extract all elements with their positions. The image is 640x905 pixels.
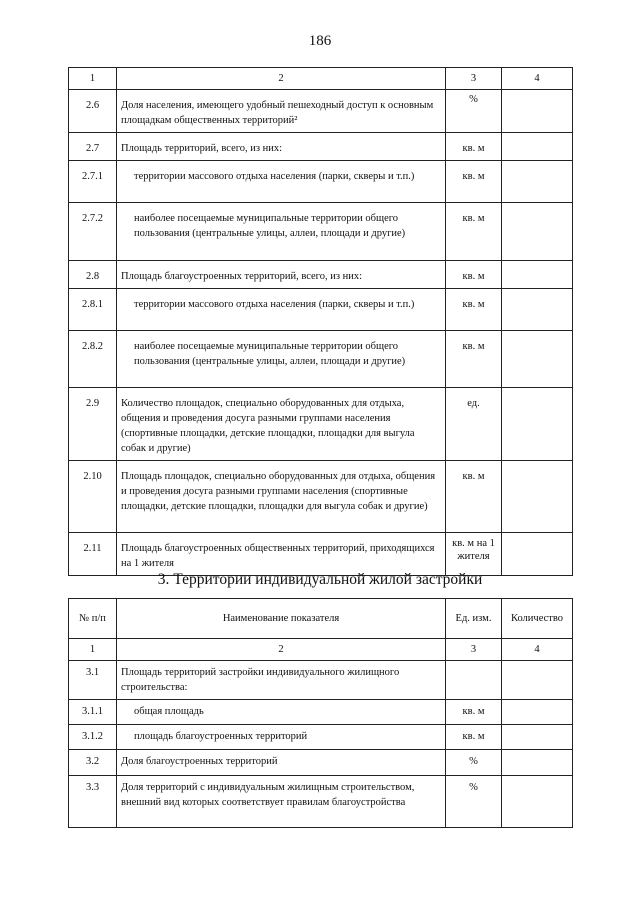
header-cell: 2 (117, 639, 446, 661)
row-unit: кв. м (446, 725, 502, 750)
table-row (69, 776, 573, 828)
column-title-num: № п/п (69, 599, 117, 639)
row-unit (446, 661, 502, 700)
row-value (502, 261, 573, 289)
table-row (69, 203, 573, 261)
row-name: Площадь территорий застройки индивидуального жилищного строительства: (117, 661, 446, 700)
column-title-name: Наименование показателя (117, 599, 446, 639)
row-unit: кв. м (446, 289, 502, 331)
header-cell: 4 (502, 68, 573, 90)
header-cell: 3 (446, 68, 502, 90)
row-name: Доля населения, имеющего удобный пешеходный доступ к основным площадкам общественных территорий² (117, 90, 446, 133)
table-row (69, 388, 573, 461)
row-name: Площадь благоустроенных общественных территорий, приходящихся на 1 жителя (117, 533, 446, 576)
row-number: 2.7 (69, 133, 117, 161)
row-unit: кв. м (446, 133, 502, 161)
row-value (502, 203, 573, 261)
row-unit: кв. м (446, 203, 502, 261)
column-title-quantity: Количество (502, 599, 573, 639)
row-number: 2.6 (69, 90, 117, 133)
table-header-row (69, 68, 573, 90)
row-value (502, 161, 573, 203)
column-title-unit: Ед. изм. (446, 599, 502, 639)
table-row (69, 289, 573, 331)
row-unit: % (446, 90, 502, 133)
row-name: Площадь площадок, специально оборудованных для отдыха, общения и проведения досуга разными группами населения (спортивные площадки, детские площадки, площадки для выгула собак и другие) (117, 461, 446, 533)
row-name: наиболее посещаемые муниципальные территории общего пользования (центральные улицы, аллеи, площади и другие) (117, 203, 446, 261)
page-number: 186 (308, 33, 332, 49)
row-number: 2.8.1 (69, 289, 117, 331)
row-name: Площадь территорий, всего, из них: (117, 133, 446, 161)
header-cell: 1 (69, 639, 117, 661)
row-number: 2.9 (69, 388, 117, 461)
header-cell: 1 (69, 68, 117, 90)
table-row (69, 533, 573, 576)
row-number: 3.1.1 (69, 700, 117, 725)
row-value (502, 133, 573, 161)
row-value (502, 90, 573, 133)
row-unit: кв. м на 1 жителя (446, 533, 502, 576)
row-number: 3.1.2 (69, 725, 117, 750)
row-value (502, 461, 573, 533)
table-header-row (69, 639, 573, 661)
row-name: территории массового отдыха населения (парки, скверы и т.п.) (117, 289, 446, 331)
table-row (69, 750, 573, 776)
row-name: общая площадь (117, 700, 446, 725)
row-number: 3.2 (69, 750, 117, 776)
row-name: наиболее посещаемые муниципальные территории общего пользования (центральные улицы, аллеи, площади и другие) (117, 331, 446, 388)
table-row (69, 261, 573, 289)
table-row (69, 90, 573, 133)
row-number: 2.10 (69, 461, 117, 533)
row-number: 2.8.2 (69, 331, 117, 388)
row-unit: % (446, 776, 502, 828)
row-value (502, 331, 573, 388)
row-number: 2.8 (69, 261, 117, 289)
table-row (69, 661, 573, 700)
row-number: 3.1 (69, 661, 117, 700)
row-value (502, 388, 573, 461)
table-row (69, 700, 573, 725)
row-value (502, 750, 573, 776)
table-row (69, 133, 573, 161)
row-name: Количество площадок, специально оборудованных для отдыха, общения и проведения досуга разными группами населения (спортивные площадки, детские площадки, площадки для выгула собак и другие) (117, 388, 446, 461)
row-unit: кв. м (446, 161, 502, 203)
header-cell: 2 (117, 68, 446, 90)
row-value (502, 661, 573, 700)
row-number: 3.3 (69, 776, 117, 828)
row-number: 2.7.2 (69, 203, 117, 261)
row-name: территории массового отдыха населения (парки, скверы и т.п.) (117, 161, 446, 203)
table-row (69, 161, 573, 203)
row-name: Площадь благоустроенных территорий, всего, из них: (117, 261, 446, 289)
column-titles-row (69, 599, 573, 639)
row-name: Доля территорий с индивидуальным жилищным строительством, внешний вид которых соответствует правилам благоустройства (117, 776, 446, 828)
row-number: 2.11 (69, 533, 117, 576)
row-value (502, 776, 573, 828)
section-title: 3. Территории индивидуальной жилой застройки (157, 571, 483, 588)
individual-housing-table (68, 598, 573, 828)
row-unit: % (446, 750, 502, 776)
table-row (69, 725, 573, 750)
row-value (502, 533, 573, 576)
row-unit: кв. м (446, 261, 502, 289)
table-row (69, 331, 573, 388)
row-value (502, 289, 573, 331)
row-value (502, 700, 573, 725)
header-cell: 4 (502, 639, 573, 661)
table-row (69, 461, 573, 533)
indicators-table-continued (68, 67, 573, 576)
header-cell: 3 (446, 639, 502, 661)
row-unit: кв. м (446, 331, 502, 388)
row-number: 2.7.1 (69, 161, 117, 203)
row-unit: кв. м (446, 461, 502, 533)
row-unit: ед. (446, 388, 502, 461)
row-unit: кв. м (446, 700, 502, 725)
row-name: Доля благоустроенных территорий (117, 750, 446, 776)
row-name: площадь благоустроенных территорий (117, 725, 446, 750)
row-value (502, 725, 573, 750)
